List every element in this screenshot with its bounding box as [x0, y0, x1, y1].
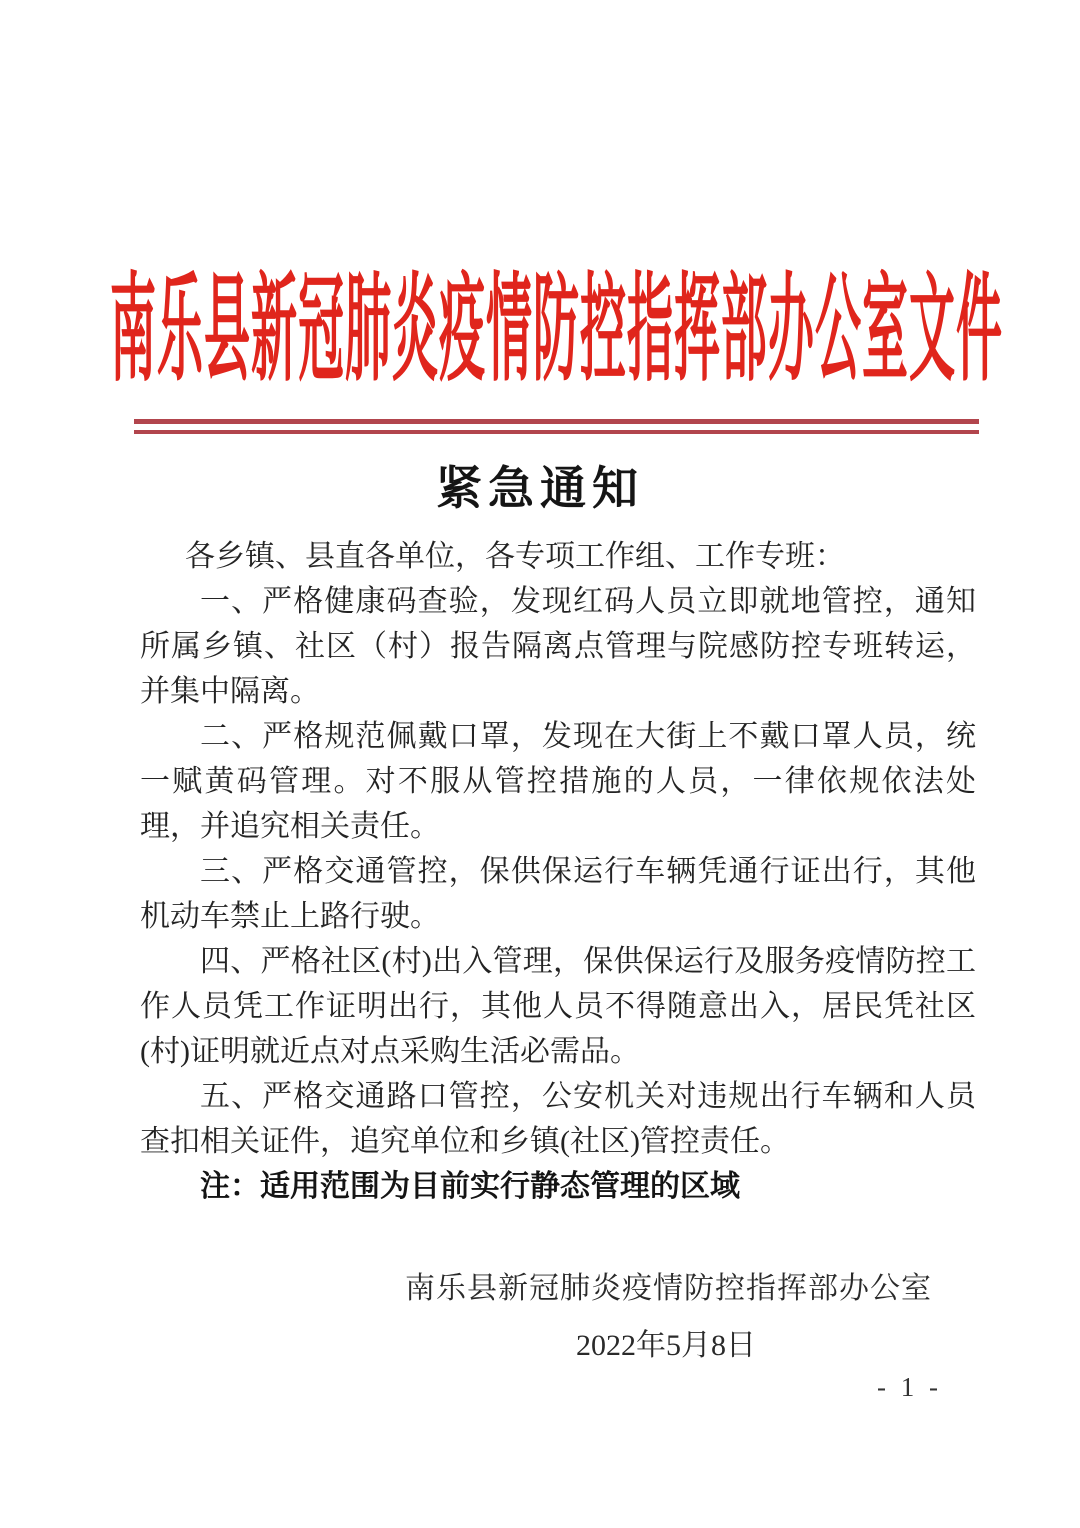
- notice-item-2: 二、严格规范佩戴口罩，发现在大街上不戴口罩人员，统一赋黄码管理。对不服从管控措施的人员，一律依规依法处理，并追究相关责任。: [140, 720, 976, 843]
- notice-item-5: 五、严格交通路口管控，公安机关对违规出行车辆和人员查扣相关证件，追究单位和乡镇(社区)管控责任。: [140, 1080, 976, 1158]
- header-rule-top: [134, 419, 979, 424]
- page-number: - 1 -: [877, 1372, 942, 1402]
- notice-item-3: 三、严格交通管控，保供保运行车辆凭通行证出行，其他机动车禁止上路行驶。: [140, 855, 976, 933]
- notice-title: 紧急通知: [436, 463, 644, 514]
- letterhead-title: 南乐县新冠肺炎疫情防控指挥部办公室文件: [110, 262, 1003, 395]
- notice-item-4: 四、严格社区(村)出入管理，保供保运行及服务疫情防控工作人员凭工作证明出行，其他人员不得随意出入，居民凭社区(村)证明就近点对点采购生活必需品。: [140, 945, 976, 1068]
- notice-body: [140, 534, 976, 1209]
- salutation-line: 各乡镇、县直各单位，各专项工作组、工作专班：: [185, 540, 845, 573]
- notice-item-1: 一、严格健康码查验，发现红码人员立即就地管控，通知所属乡镇、社区（村）报告隔离点管理与院感防控专班转运，并集中隔离。: [140, 585, 976, 708]
- header-rule-bottom: [134, 430, 979, 434]
- signature-organization: 南乐县新冠肺炎疫情防控指挥部办公室: [405, 1272, 932, 1305]
- signature-date: 2022年5月8日: [576, 1329, 756, 1362]
- letterhead: [110, 246, 1003, 396]
- scope-note: 注：适用范围为目前实行静态管理的区域: [200, 1170, 740, 1203]
